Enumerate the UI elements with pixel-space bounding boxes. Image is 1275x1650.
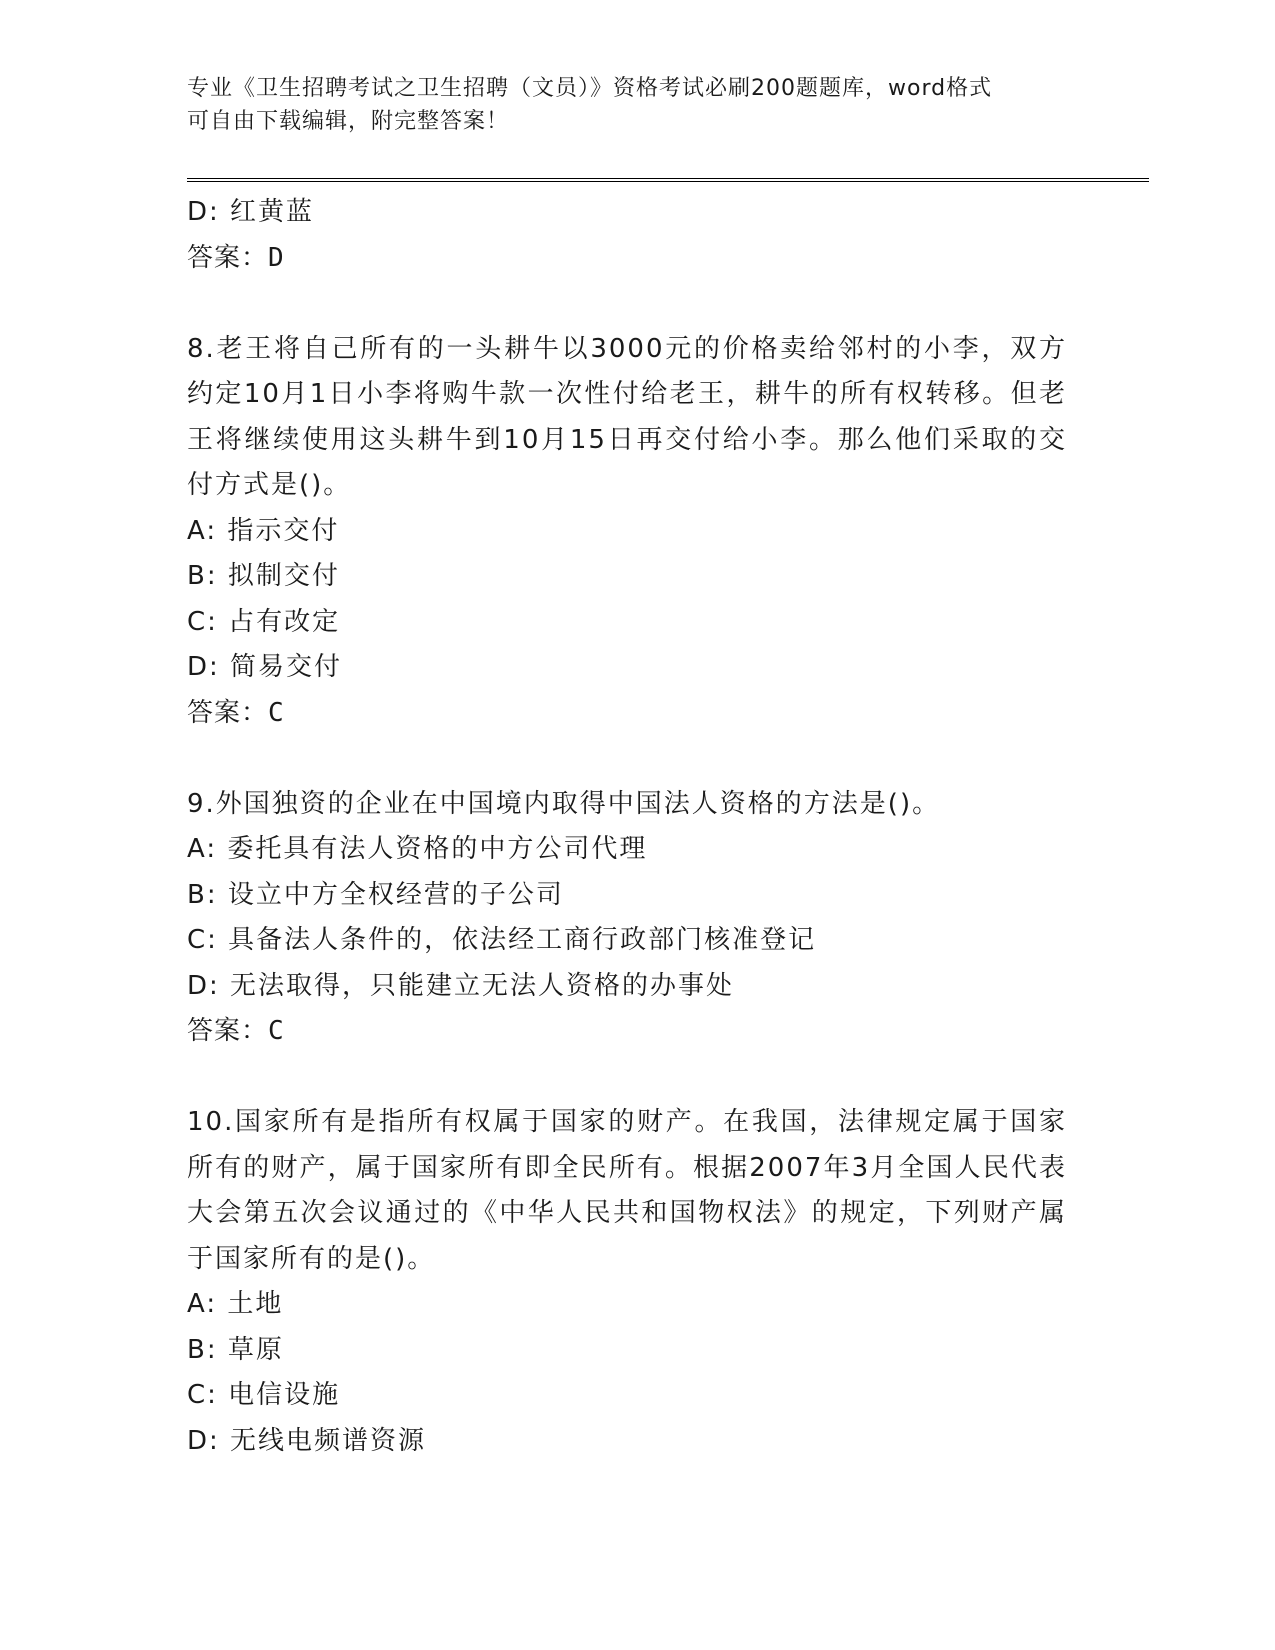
page-header xyxy=(187,72,1087,138)
spacer xyxy=(187,281,1087,327)
option-a: A: 委托具有法人资格的中方公司代理 xyxy=(187,834,648,864)
option-c: C: 占有改定 xyxy=(187,606,341,637)
header-title-line-2: 可自由下载编辑，附完整答案！ xyxy=(187,109,510,134)
spacer xyxy=(187,736,1087,782)
answer-line: 答案：D xyxy=(187,242,285,273)
document-body xyxy=(187,190,1087,1464)
option-d: D: 红黄蓝 xyxy=(187,197,315,227)
question-9-stem: 9.外国独资的企业在中国境内取得中国法人资格的方法是()。 xyxy=(187,788,941,819)
spacer xyxy=(187,1055,1087,1101)
option-d: D: 无法取得，只能建立无法人资格的办事处 xyxy=(187,970,735,1001)
option-d: D: 简易交付 xyxy=(187,652,343,682)
question-10-stem: 10.国家所有是指所有权属于国家的财产。在我国，法律规定属于国家所有的财产，属于国家所有即全民所有。根据2007年3月全国人民代表大会第五次会议通过的《中华人民共和国物权法》的规定，下列财产属于国家所有的是()。 xyxy=(187,1107,1067,1274)
option-c: C: 电信设施 xyxy=(187,1380,341,1410)
answer-line: 答案：C xyxy=(187,697,285,728)
option-a: A: 指示交付 xyxy=(187,515,340,546)
option-b: B: 设立中方全权经营的子公司 xyxy=(187,879,564,910)
header-divider xyxy=(187,178,1149,182)
option-b: B: 拟制交付 xyxy=(187,561,340,591)
option-c: C: 具备法人条件的，依法经工商行政部门核准登记 xyxy=(187,925,817,955)
header-title-line-1: 专业《卫生招聘考试之卫生招聘（文员）》资格考试必刷200题题库，word格式 xyxy=(187,76,993,101)
option-d: D: 无线电频谱资源 xyxy=(187,1425,427,1456)
option-a: A: 土地 xyxy=(187,1289,284,1319)
option-b: B: 草原 xyxy=(187,1334,284,1365)
question-8-stem: 8.老王将自己所有的一头耕牛以3000元的价格卖给邻村的小李，双方约定10月1日小李将购牛款一次性付给老王，耕牛的所有权转移。但老王将继续使用这头耕牛到10月15日再交付给小李。那么他们采取的交付方式是()。 xyxy=(187,333,1067,500)
answer-line: 答案：C xyxy=(187,1016,285,1046)
